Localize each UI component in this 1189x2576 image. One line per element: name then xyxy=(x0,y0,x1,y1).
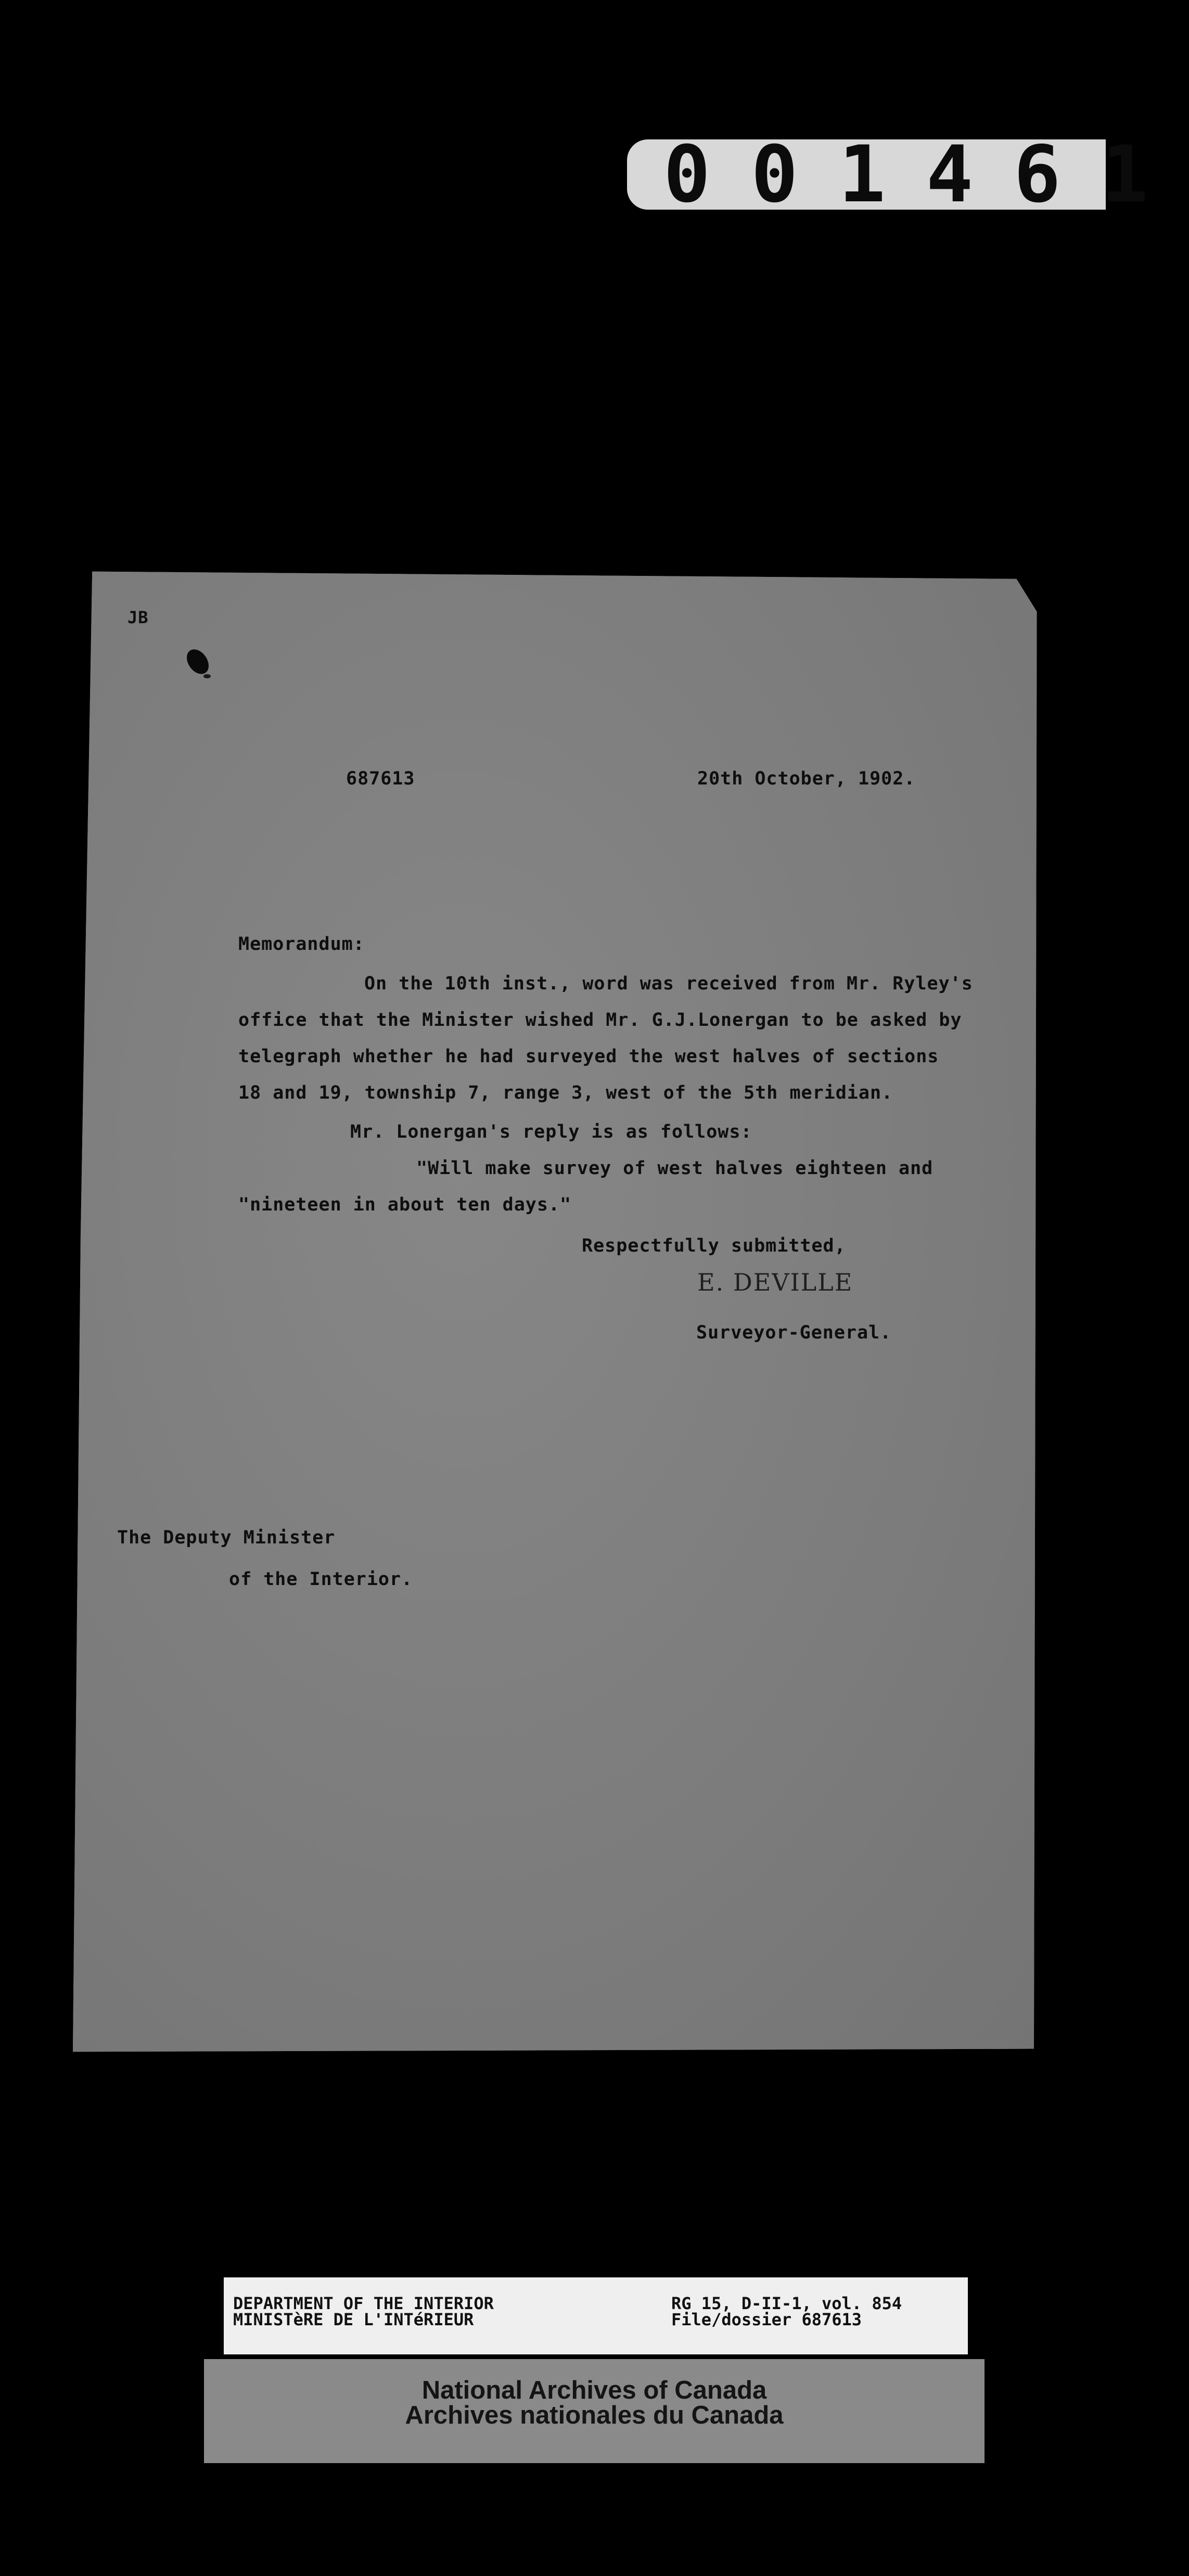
letter-date: 20th October, 1902. xyxy=(697,768,916,789)
addressee-line: of the Interior. xyxy=(229,1569,413,1590)
body-line: telegraph whether he had surveyed the west halves of sections xyxy=(238,1046,939,1067)
archives-name-en: National Archives of Canada xyxy=(421,2376,767,2404)
department-line-en: DEPARTMENT OF THE INTERIOR xyxy=(233,2294,494,2313)
body-line: 18 and 19, township 7, range 3, west of the 5th meridian. xyxy=(238,1083,893,1103)
department-line-fr: MINISTèRE DE L'INTéRIEUR xyxy=(233,2310,474,2329)
body-line: On the 10th inst., word was received from Mr. Ryley's xyxy=(364,973,973,994)
frame-number-label: 001461 xyxy=(627,139,1106,210)
archives-name-fr: Archives nationales du Canada xyxy=(405,2401,784,2429)
archives-banner xyxy=(204,2359,985,2463)
memo-heading: Memorandum: xyxy=(238,934,365,955)
initials: JB xyxy=(127,608,149,627)
letter-page xyxy=(73,567,1041,2055)
archive-reference-label xyxy=(224,2277,968,2354)
signature-title: Surveyor-General. xyxy=(696,1322,892,1343)
body-line: office that the Minister wished Mr. G.J.Lonergan to be asked by xyxy=(238,1010,962,1031)
record-group-reference: RG 15, D-II-1, vol. 854 xyxy=(671,2294,902,2313)
file-reference: File/dossier 687613 xyxy=(671,2310,862,2329)
signature-stamp: E. DEVILLE xyxy=(697,1268,853,1296)
ink-blot-icon xyxy=(177,642,219,684)
quoted-reply-line: "Will make survey of west halves eighteen and xyxy=(416,1158,934,1179)
quoted-reply-line: "nineteen in about ten days." xyxy=(238,1194,572,1215)
file-number: 687613 xyxy=(346,768,415,789)
addressee-line: The Deputy Minister xyxy=(117,1527,336,1548)
closing: Respectfully submitted, xyxy=(582,1235,846,1256)
body-line: Mr. Lonergan's reply is as follows: xyxy=(350,1122,752,1142)
